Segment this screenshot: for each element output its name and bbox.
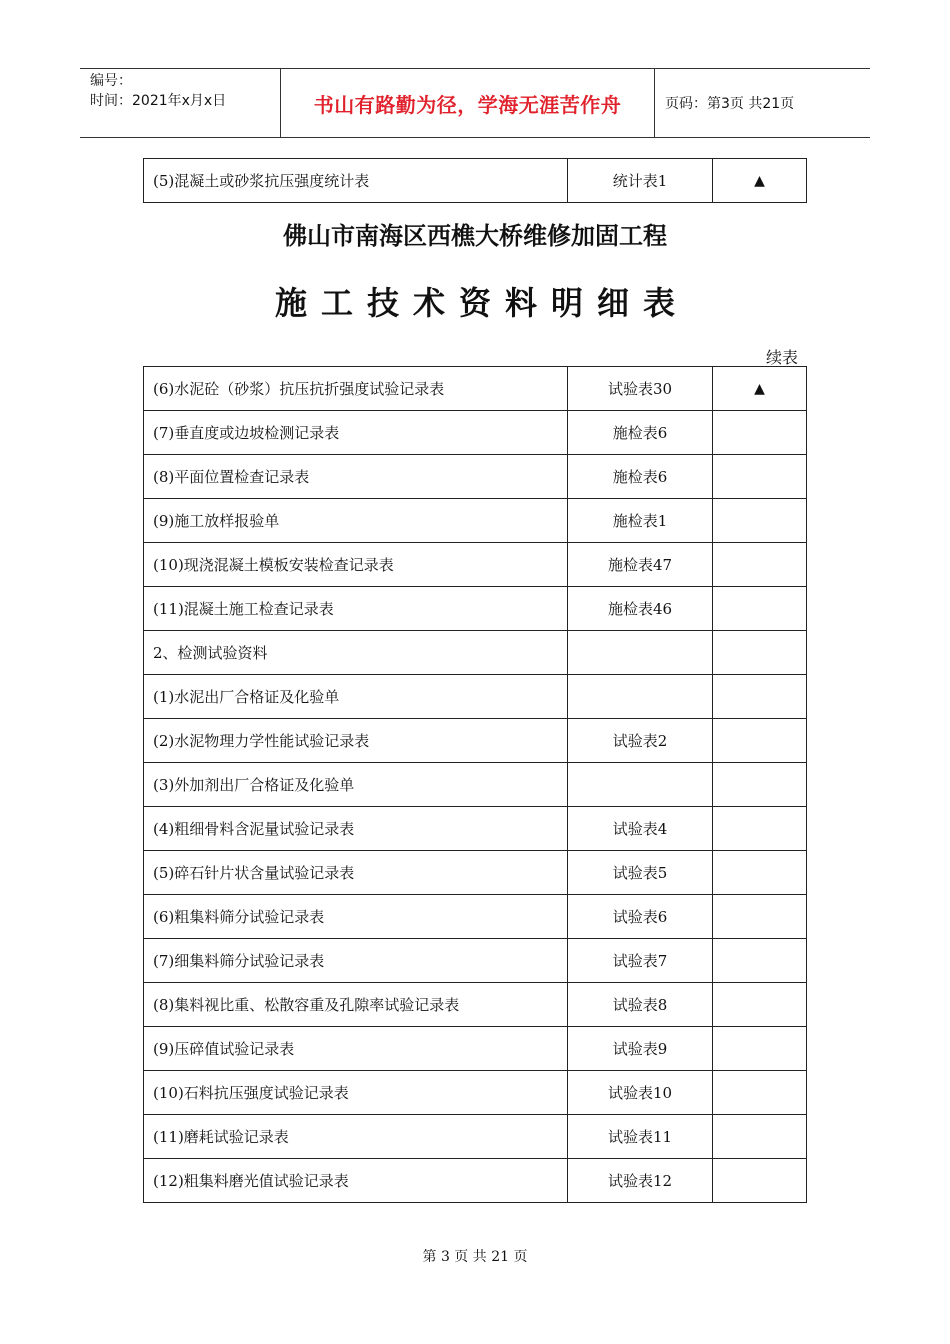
item-name-cell: (7)细集料筛分试验记录表 xyxy=(144,939,568,983)
detail-table xyxy=(143,366,807,1203)
form-code-cell: 施检表6 xyxy=(568,455,713,499)
mark-cell xyxy=(713,499,807,543)
item-name-cell: (7)垂直度或边坡检测记录表 xyxy=(144,411,568,455)
item-name-cell: (11)混凝土施工检查记录表 xyxy=(144,587,568,631)
page-header xyxy=(80,68,870,138)
mark-cell xyxy=(713,895,807,939)
mark-cell xyxy=(713,763,807,807)
form-code-cell xyxy=(568,763,713,807)
date-label: 时间：2021年x月x日 xyxy=(90,93,227,109)
document-title: 佛山市南海区西樵大桥维修加固工程 xyxy=(283,222,667,250)
table-row xyxy=(144,455,807,499)
item-name-cell: (8)集料视比重、松散容重及孔隙率试验记录表 xyxy=(144,983,568,1027)
header-motto: 书山有路勤为径，学海无涯苦作舟 xyxy=(281,69,655,137)
item-name-cell: (3)外加剂出厂合格证及化验单 xyxy=(144,763,568,807)
item-name-cell: (4)粗细骨料含泥量试验记录表 xyxy=(144,807,568,851)
header-page-info: 页码：第3页 共21页 xyxy=(665,96,795,112)
header-meta xyxy=(80,69,281,137)
continued-label: 续表 xyxy=(766,348,799,367)
form-code-cell: 试验表7 xyxy=(568,939,713,983)
mark-cell xyxy=(713,939,807,983)
form-code-cell: 试验表12 xyxy=(568,1159,713,1203)
mark-cell xyxy=(713,1071,807,1115)
form-code-cell: 施检表6 xyxy=(568,411,713,455)
form-code-cell: 试验表9 xyxy=(568,1027,713,1071)
table-row xyxy=(144,719,807,763)
table-row xyxy=(144,631,807,675)
form-code-cell: 试验表4 xyxy=(568,807,713,851)
item-name-cell: (10)石料抗压强度试验记录表 xyxy=(144,1071,568,1115)
form-code-cell xyxy=(568,631,713,675)
table-row xyxy=(144,763,807,807)
table-row xyxy=(144,939,807,983)
table-row xyxy=(144,367,807,411)
table-row xyxy=(144,895,807,939)
form-code-cell: 试验表10 xyxy=(568,1071,713,1115)
table-row xyxy=(144,159,807,203)
table-row xyxy=(144,587,807,631)
table-row xyxy=(144,1027,807,1071)
form-code-cell: 试验表11 xyxy=(568,1115,713,1159)
mark-cell xyxy=(713,983,807,1027)
mark-cell xyxy=(713,455,807,499)
form-code-cell: 统计表1 xyxy=(568,159,713,203)
mark-cell xyxy=(713,1115,807,1159)
item-name-cell: (9)施工放样报验单 xyxy=(144,499,568,543)
table-row xyxy=(144,675,807,719)
form-code-cell xyxy=(568,675,713,719)
item-name-cell: 2、检测试验资料 xyxy=(144,631,568,675)
form-code-cell: 施检表47 xyxy=(568,543,713,587)
table-row xyxy=(144,411,807,455)
mark-cell: ▲ xyxy=(713,367,807,411)
item-name-cell: (8)平面位置检查记录表 xyxy=(144,455,568,499)
mark-cell xyxy=(713,1159,807,1203)
serial-label: 编号： xyxy=(90,73,132,89)
item-name-cell: (5)混凝土或砂浆抗压强度统计表 xyxy=(144,159,568,203)
mark-cell xyxy=(713,807,807,851)
form-code-cell: 试验表2 xyxy=(568,719,713,763)
table-row xyxy=(144,1159,807,1203)
mark-cell xyxy=(713,411,807,455)
table-row xyxy=(144,1115,807,1159)
form-code-cell: 试验表5 xyxy=(568,851,713,895)
item-name-cell: (9)压碎值试验记录表 xyxy=(144,1027,568,1071)
mark-cell xyxy=(713,675,807,719)
item-name-cell: (5)碎石针片状含量试验记录表 xyxy=(144,851,568,895)
table-row xyxy=(144,499,807,543)
table-row xyxy=(144,983,807,1027)
form-code-cell: 施检表46 xyxy=(568,587,713,631)
table-row xyxy=(144,1071,807,1115)
form-code-cell: 试验表30 xyxy=(568,367,713,411)
form-code-cell: 试验表6 xyxy=(568,895,713,939)
mark-cell: ▲ xyxy=(713,159,807,203)
item-name-cell: (6)粗集料筛分试验记录表 xyxy=(144,895,568,939)
mark-cell xyxy=(713,1027,807,1071)
table-row xyxy=(144,851,807,895)
item-name-cell: (11)磨耗试验记录表 xyxy=(144,1115,568,1159)
item-name-cell: (6)水泥砼（砂浆）抗压抗折强度试验记录表 xyxy=(144,367,568,411)
item-name-cell: (10)现浇混凝土模板安装检查记录表 xyxy=(144,543,568,587)
mark-cell xyxy=(713,587,807,631)
form-code-cell: 施检表1 xyxy=(568,499,713,543)
document-subtitle: 施工技术资料明细表 xyxy=(274,284,689,322)
form-code-cell: 试验表8 xyxy=(568,983,713,1027)
item-name-cell: (2)水泥物理力学性能试验记录表 xyxy=(144,719,568,763)
top-table xyxy=(143,158,807,203)
mark-cell xyxy=(713,851,807,895)
mark-cell xyxy=(713,631,807,675)
item-name-cell: (12)粗集料磨光值试验记录表 xyxy=(144,1159,568,1203)
mark-cell xyxy=(713,543,807,587)
page-footer: 第 3 页 共 21 页 xyxy=(422,1249,528,1265)
item-name-cell: (1)水泥出厂合格证及化验单 xyxy=(144,675,568,719)
mark-cell xyxy=(713,719,807,763)
table-row xyxy=(144,807,807,851)
table-row xyxy=(144,543,807,587)
